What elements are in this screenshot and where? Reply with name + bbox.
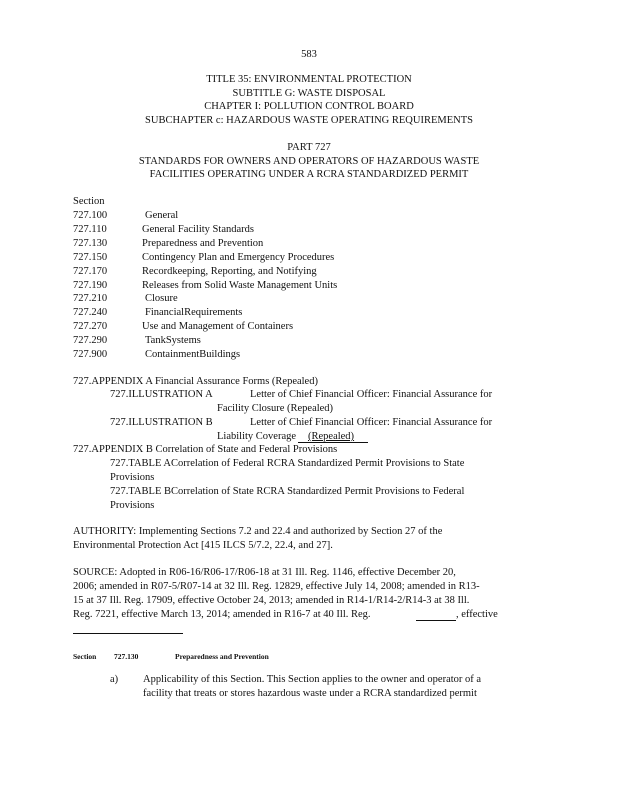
- toc-section-title: Use and Management of Containers: [142, 321, 294, 332]
- source-line-effective: , effective: [456, 609, 498, 620]
- toc-illustration-b-number: 727.ILLUSTRATION B: [110, 417, 213, 428]
- toc-illustration-a-number: 727.ILLUSTRATION A: [110, 389, 213, 400]
- toc-section-number: 727.210: [73, 293, 108, 304]
- subsection-text-line: facility that treats or stores hazardous waste under a RCRA standardized permit: [143, 688, 477, 699]
- blank-effective-date: [73, 633, 183, 634]
- part-title-line-1: STANDARDS FOR OWNERS AND OPERATORS OF HAZARDOUS WASTE: [138, 156, 480, 167]
- toc-table-b-cont: Provisions: [110, 500, 155, 511]
- source-line: Reg. 7221, effective March 13, 2014; amended in R16-7 at 40 Ill. Reg.: [73, 609, 371, 620]
- toc-section-title: Recordkeeping, Reporting, and Notifying: [142, 266, 317, 277]
- toc-section-number: 727.190: [73, 280, 108, 291]
- toc-table-b: 727.TABLE BCorrelation of State RCRA Standardized Permit Provisions to Federal: [110, 486, 465, 497]
- toc-section-title: General Facility Standards: [142, 224, 254, 235]
- toc-section-title: FinancialRequirements: [145, 307, 243, 318]
- toc-section-number: 727.900: [73, 349, 108, 360]
- authority-line: AUTHORITY: Implementing Sections 7.2 and 22.4 and authorized by Section 27 of the: [73, 526, 443, 537]
- toc-appendix-a: 727.APPENDIX A Financial Assurance Forms (Repealed): [73, 376, 318, 387]
- toc-section-title: Closure: [145, 293, 178, 304]
- source-line: 2006; amended in R07-5/R07-14 at 32 Ill. Reg. 12829, effective July 14, 2008; amended in R13-: [73, 581, 480, 592]
- toc-section-title: Contingency Plan and Emergency Procedures: [142, 252, 335, 263]
- toc-table-a-cont: Provisions: [110, 472, 155, 483]
- toc-illustration-a-title: Letter of Chief Financial Officer: Financial Assurance for: [250, 389, 493, 400]
- part-title-line-2: FACILITIES OPERATING UNDER A RCRA STANDARDIZED PERMIT: [149, 169, 469, 180]
- toc-illustration-b-title: Letter of Chief Financial Officer: Financial Assurance for: [250, 417, 493, 428]
- source-line: SOURCE: Adopted in R06-16/R06-17/R06-18 at 31 Ill. Reg. 1146, effective December 20,: [73, 567, 456, 578]
- section-heading-title: Preparedness and Prevention: [175, 652, 269, 661]
- toc-section-title: TankSystems: [145, 335, 201, 346]
- toc-section-title: General: [145, 210, 179, 221]
- toc-section-number: 727.240: [73, 307, 108, 318]
- authority-line: Environmental Protection Act [415 ILCS 5/7.2, 22.4, and 27].: [73, 540, 333, 551]
- toc-section-number: 727.110: [73, 224, 107, 235]
- toc-section-title: Preparedness and Prevention: [142, 238, 264, 249]
- source-line: 15 at 37 Ill. Reg. 17909, effective October 24, 2013; amended in R14-1/R14-2/R14-3 at 38 Ill.: [73, 595, 470, 606]
- blank-register-page: [416, 620, 456, 621]
- toc-illustration-a-title-cont: Facility Closure (Repealed): [217, 403, 334, 414]
- part-line: PART 727: [287, 142, 331, 153]
- toc-section-title: Releases from Solid Waste Management Units: [142, 280, 338, 291]
- toc-section-number: 727.100: [73, 210, 108, 221]
- toc-section-number: 727.150: [73, 252, 108, 263]
- section-heading-label: Section: [73, 652, 97, 661]
- subchapter-line: SUBCHAPTER c: HAZARDOUS WASTE OPERATING REQUIREMENTS: [145, 115, 473, 126]
- subtitle-line: SUBTITLE G: WASTE DISPOSAL: [232, 88, 386, 99]
- toc-appendix-b: 727.APPENDIX B Correlation of State and Federal Provisions: [73, 444, 338, 455]
- toc-section-number: 727.170: [73, 266, 108, 277]
- page-number: 583: [301, 49, 317, 60]
- toc-table-a: 727.TABLE ACorrelation of Federal RCRA Standardized Permit Provisions to State: [110, 458, 465, 469]
- toc-illustration-b-title-cont: Liability Coverage: [217, 431, 297, 442]
- subsection-text-line: Applicability of this Section. This Section applies to the owner and operator of a: [143, 674, 482, 685]
- toc-section-title: ContainmentBuildings: [145, 349, 241, 360]
- section-heading-number: 727.130: [114, 652, 139, 661]
- toc-section-number: 727.270: [73, 321, 108, 332]
- toc-heading: Section: [73, 196, 105, 207]
- title-line: TITLE 35: ENVIRONMENTAL PROTECTION: [206, 74, 412, 85]
- chapter-line: CHAPTER I: POLLUTION CONTROL BOARD: [204, 101, 414, 112]
- subsection-marker: a): [110, 674, 119, 685]
- toc-illustration-b-repealed: (Repealed): [308, 431, 355, 442]
- toc-section-number: 727.130: [73, 238, 108, 249]
- toc-section-number: 727.290: [73, 335, 108, 346]
